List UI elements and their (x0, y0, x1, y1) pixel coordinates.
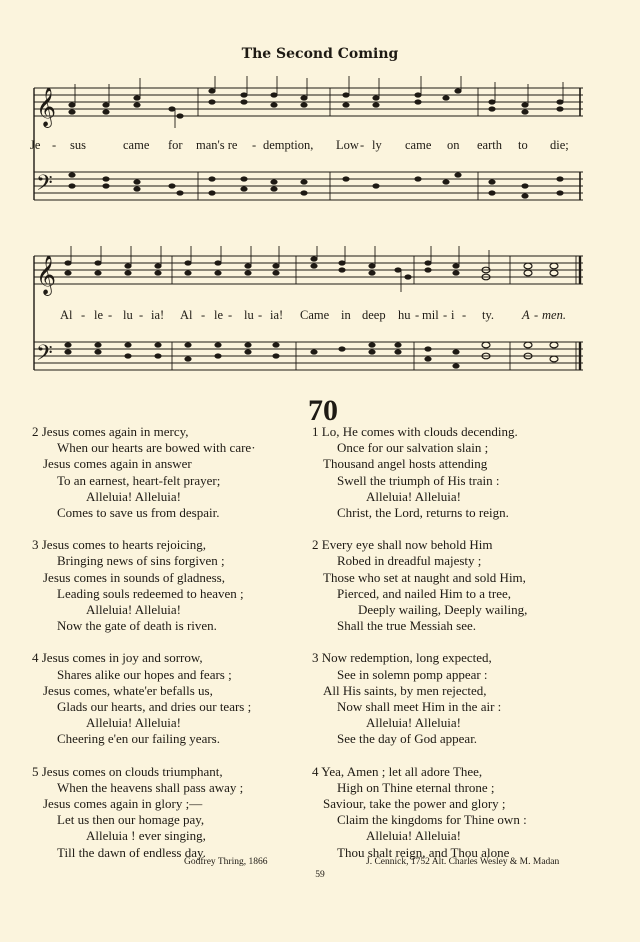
verse-line: Glads our hearts, and dries our tears ; (57, 699, 252, 715)
stanza (32, 424, 302, 521)
verse-line: Thousand angel hosts attending (323, 456, 488, 472)
stanza-number: 2 (32, 424, 39, 439)
lyric-syllable: - (258, 308, 263, 322)
lyric-syllable: on (447, 138, 460, 152)
lyric-syllable: hu (398, 308, 411, 322)
lyric-syllable: Al (60, 308, 73, 322)
right-column (312, 424, 612, 877)
stanza-number: 5 (32, 763, 39, 779)
verse-line: 3 Jesus comes to hearts rejoicing, (32, 537, 207, 553)
lyric-syllable: i (451, 308, 455, 322)
lyric-syllable: ia! (151, 308, 165, 322)
stanza (32, 537, 302, 634)
stanza (32, 764, 302, 861)
verse-line: 3 Now redemption, long expected, (312, 650, 492, 666)
lyric-syllable: A (522, 308, 530, 322)
page-number: 59 (315, 870, 325, 880)
verse-line: Those who set at naught and sold Him, (323, 569, 526, 585)
lyric-syllable: Al (180, 308, 193, 322)
verse-line: All His saints, by men rejected, (323, 682, 487, 698)
lyric-syllable: deep (362, 308, 386, 322)
verse-line: Deeply wailing, Deeply wailing, (358, 602, 528, 618)
lyric-syllable: man's re (196, 138, 238, 152)
lyric-syllable: mil (422, 308, 439, 322)
stanza-number: 3 (32, 537, 39, 553)
verse-line: Alleluia! Alleluia! (366, 828, 461, 844)
lyric-syllable: - (201, 308, 206, 322)
svg-text:𝄞: 𝄞 (36, 87, 57, 127)
lyric-syllable: - (443, 308, 448, 322)
verse-line: 2 Every eye shall now behold Him (312, 537, 493, 553)
verse-line: See in solemn pomp appear : (337, 666, 488, 682)
stanza-number: 4 (32, 650, 39, 666)
verse-line: Robed in dreadful majesty ; (337, 553, 482, 569)
stanza-number: 1 (312, 424, 319, 439)
verse-line: See the day of God appear. (337, 731, 478, 747)
lyric-syllable: - (81, 308, 86, 322)
verse-line: Now shall meet Him in the air : (337, 699, 502, 715)
lyric-syllable: Je (30, 138, 41, 152)
stanza (312, 764, 612, 861)
verse-line: 4 Jesus comes in joy and sorrow, (32, 650, 203, 666)
system-2-lyrics (30, 308, 590, 324)
verse-line: Jesus comes in sounds of gladness, (43, 569, 225, 585)
verse-line: Bringing news of sins forgiven ; (57, 553, 225, 569)
lyric-syllable: in (341, 308, 351, 322)
lyric-syllable: - (108, 308, 113, 322)
lyric-syllable: to (518, 138, 528, 152)
lyric-syllable: - (534, 308, 539, 322)
verse-line: Cheering e'en our failing years. (57, 731, 220, 747)
verse-line: Alleluia! Alleluia! (366, 488, 461, 504)
lyric-syllable: le (214, 308, 224, 322)
verse-line: To an earnest, heart-felt prayer; (57, 472, 221, 488)
svg-text:𝄞: 𝄞 (36, 255, 57, 295)
verse-line: Thou shalt reign, and Thou alone (337, 844, 510, 860)
verse-line: Jesus comes again in glory ;— (43, 796, 203, 812)
stanza (312, 424, 612, 521)
lyric-syllable: le (94, 308, 104, 322)
lyric-syllable: earth (477, 138, 502, 152)
verse-line: Saviour, take the power and glory ; (323, 796, 506, 812)
verse-line: Alleluia! Alleluia! (366, 715, 461, 731)
lyric-syllable: Low (336, 138, 359, 152)
lyric-syllable: for (168, 138, 183, 152)
lyric-syllable: die; (550, 138, 569, 152)
lyric-syllable: ty. (482, 308, 495, 322)
lyric-syllable: - (360, 138, 365, 152)
verse-line: 2 Jesus comes again in mercy, (32, 424, 189, 439)
lyric-syllable: - (139, 308, 144, 322)
lyric-syllable: demption, (263, 138, 314, 152)
hymn-title: The Second Coming (241, 46, 399, 62)
stanza-number: 3 (312, 650, 319, 666)
stanza-number: 2 (312, 537, 319, 553)
hymn-number: 70 (308, 394, 338, 427)
system-1-lyrics (30, 138, 590, 154)
verse-line: Once for our salvation slain ; (337, 440, 489, 456)
verse-line: Claim the kingdoms for Thine own : (337, 812, 527, 828)
left-column (32, 424, 302, 877)
lyric-syllable: came (405, 138, 432, 152)
lyric-syllable: - (462, 308, 467, 322)
lyric-syllable: - (52, 138, 57, 152)
author-credit-right: J. Cennick, 1752 Alt. Charles Wesley & M. Madan (366, 857, 560, 867)
verse-line: Jesus comes again in answer (43, 456, 192, 472)
lyric-syllable: ia! (270, 308, 284, 322)
verse-line: Till the dawn of endless day. (57, 844, 206, 860)
stanza (32, 650, 302, 747)
verse-line: Now the gate of death is riven. (57, 618, 217, 634)
stanza (312, 650, 612, 747)
verse-line: Shall the true Messiah see. (337, 618, 476, 634)
lyric-syllable: - (252, 138, 257, 152)
lyric-syllable: ly (372, 138, 382, 152)
verse-line: 4 Yea, Amen ; let all adore Thee, (312, 763, 483, 779)
svg-text:𝄢: 𝄢 (36, 341, 53, 371)
lyric-syllable: men. (542, 308, 566, 322)
verse-line: Jesus comes, whate'er befalls us, (43, 682, 213, 698)
author-credit-left: Godfrey Thring, 1866 (184, 857, 268, 867)
verse-line: Leading souls redeemed to heaven ; (57, 585, 244, 601)
verse-line: When the heavens shall pass away ; (57, 779, 244, 795)
verse-line: When our hearts are bowed with care· (57, 440, 256, 456)
verse-line: Christ, the Lord, returns to reign. (337, 505, 509, 521)
lyric-syllable: Came (300, 308, 330, 322)
verse-line: Alleluia ! ever singing, (86, 828, 206, 844)
verse-line: Shares alike our hopes and fears ; (57, 666, 232, 682)
lyric-syllable: sus (70, 138, 86, 152)
verse-line: Pierced, and nailed Him to a tree, (337, 585, 511, 601)
lyric-syllable: - (415, 308, 420, 322)
lyric-syllable: came (123, 138, 150, 152)
verse-line: Alleluia! Alleluia! (86, 488, 181, 504)
verse-line: Swell the triumph of His train : (337, 472, 500, 488)
stanza (312, 537, 612, 634)
verse-line: High on Thine eternal throne ; (337, 779, 495, 795)
verse-line: 5 Jesus comes on clouds triumphant, (32, 763, 223, 779)
lyric-syllable: - (228, 308, 233, 322)
verse-line: Let us then our homage pay, (57, 812, 205, 828)
verse-line: 1 Lo, He comes with clouds decending. (312, 424, 518, 439)
verse-line: Alleluia! Alleluia! (86, 602, 181, 618)
lyric-syllable: lu (123, 308, 133, 322)
verse-line: Comes to save us from despair. (57, 505, 220, 521)
verse-line: Alleluia! Alleluia! (86, 715, 181, 731)
lyric-syllable: lu (244, 308, 254, 322)
stanza-number: 4 (312, 763, 319, 779)
svg-text:𝄢: 𝄢 (36, 171, 53, 201)
